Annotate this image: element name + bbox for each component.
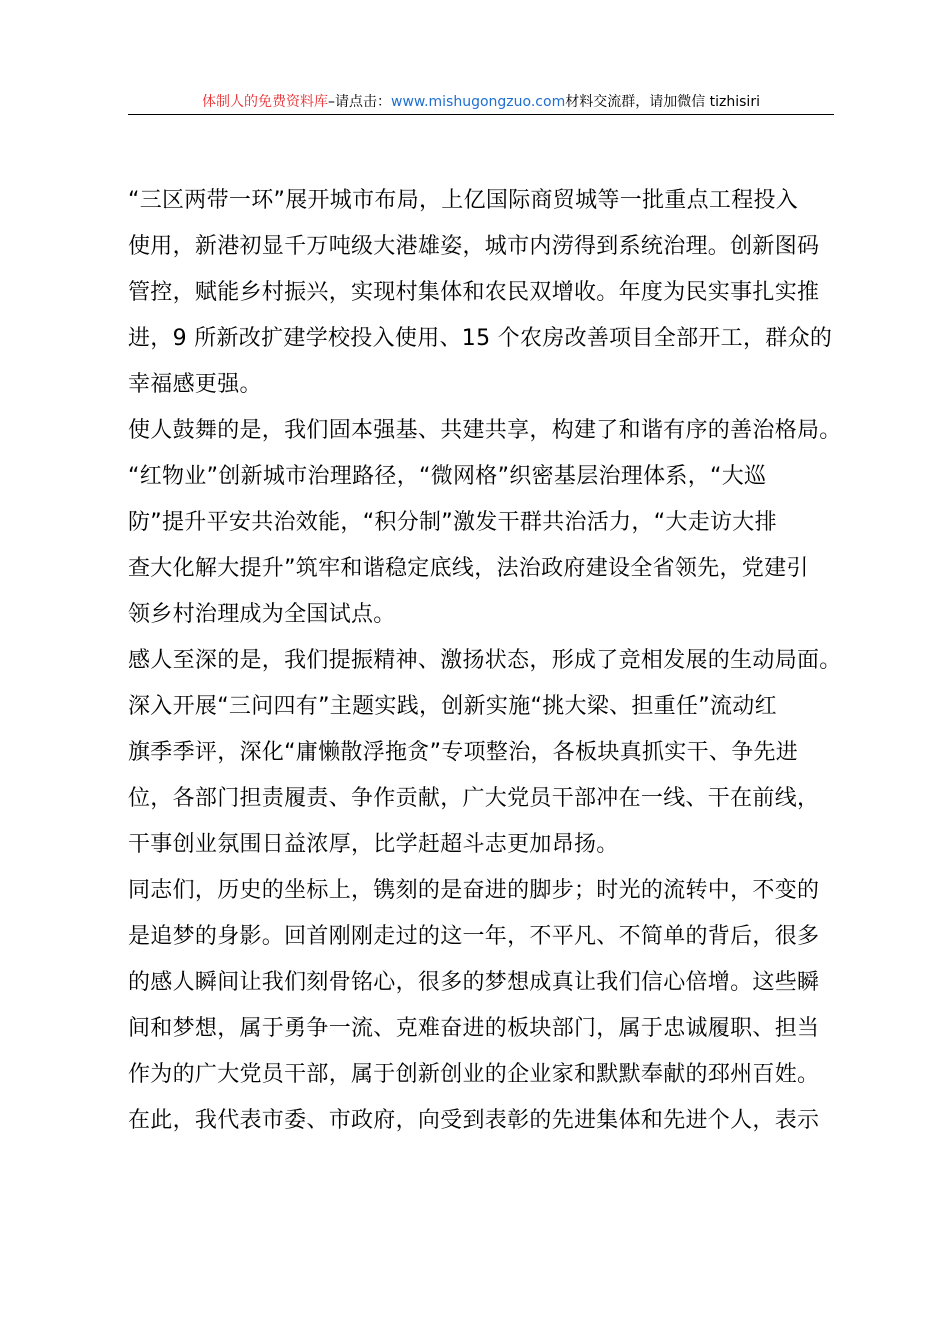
text-line: 深入开展“三问四有”主题实践，创新实施“挑大梁、担重任”流动红: [128, 694, 777, 719]
text-line: 进，9 所新改扩建学校投入使用、15 个农房改善项目全部开工，群众的: [128, 326, 833, 351]
text-line: 使用，新港初显千万吨级大港雄姿，城市内涝得到系统治理。创新图码: [128, 234, 820, 259]
document-body: [128, 178, 842, 1144]
page-header: [128, 92, 834, 115]
text-line: 幸福感更强。: [128, 372, 262, 397]
text-line: 查大化解大提升”筑牢和谐稳定底线，法治政府建设全省领先，党建引: [128, 556, 809, 581]
text-line: 使人鼓舞的是，我们固本强基、共建共享，构建了和谐有序的善治格局。: [128, 418, 842, 443]
text-line: 作为的广大党员干部，属于创新创业的企业家和默默奉献的邳州百姓。: [128, 1062, 820, 1087]
text-line: 位，各部门担责履责、争作贡献，广大党员干部冲在一线、干在前线，: [128, 786, 820, 811]
header-separator: –请点击：: [328, 94, 392, 110]
header-url-link[interactable]: www.mishugongzuo.com: [391, 94, 566, 110]
text-line: “红物业”创新城市治理路径，“微网格”织密基层治理体系，“大巡: [128, 464, 767, 489]
text-line: 旗季季评，深化“庸懒散浮拖贪”专项整治，各板块真抓实干、争先进: [128, 740, 799, 765]
text-line: 间和梦想，属于勇争一流、克难奋进的板块部门，属于忠诚履职、担当: [128, 1016, 820, 1041]
text-line: 的感人瞬间让我们刻骨铭心，很多的梦想成真让我们信心倍增。这些瞬: [128, 970, 820, 995]
header-brand: 体制人的免费资料库: [202, 94, 329, 110]
text-line: 同志们，历史的坐标上，镌刻的是奋进的脚步；时光的流转中，不变的: [128, 878, 820, 903]
header-tail: 材料交流群，请加微信 tizhisiri: [565, 94, 760, 110]
text-line: 是追梦的身影。回首刚刚走过的这一年，不平凡、不简单的背后，很多: [128, 924, 820, 949]
text-line: 防”提升平安共治效能，“积分制”激发干群共治活力，“大走访大排: [128, 510, 777, 535]
text-line: 领乡村治理成为全国试点。: [128, 602, 396, 627]
text-line: 感人至深的是，我们提振精神、激扬状态，形成了竞相发展的生动局面。: [128, 648, 842, 673]
text-line: 干事创业氛围日益浓厚，比学赶超斗志更加昂扬。: [128, 832, 619, 857]
text-line: “三区两带一环”展开城市布局，上亿国际商贸城等一批重点工程投入: [128, 188, 799, 213]
text-line: 在此，我代表市委、市政府，向受到表彰的先进集体和先进个人，表示: [128, 1108, 820, 1133]
text-line: 管控，赋能乡村振兴，实现村集体和农民双增收。年度为民实事扎实推: [128, 280, 820, 305]
